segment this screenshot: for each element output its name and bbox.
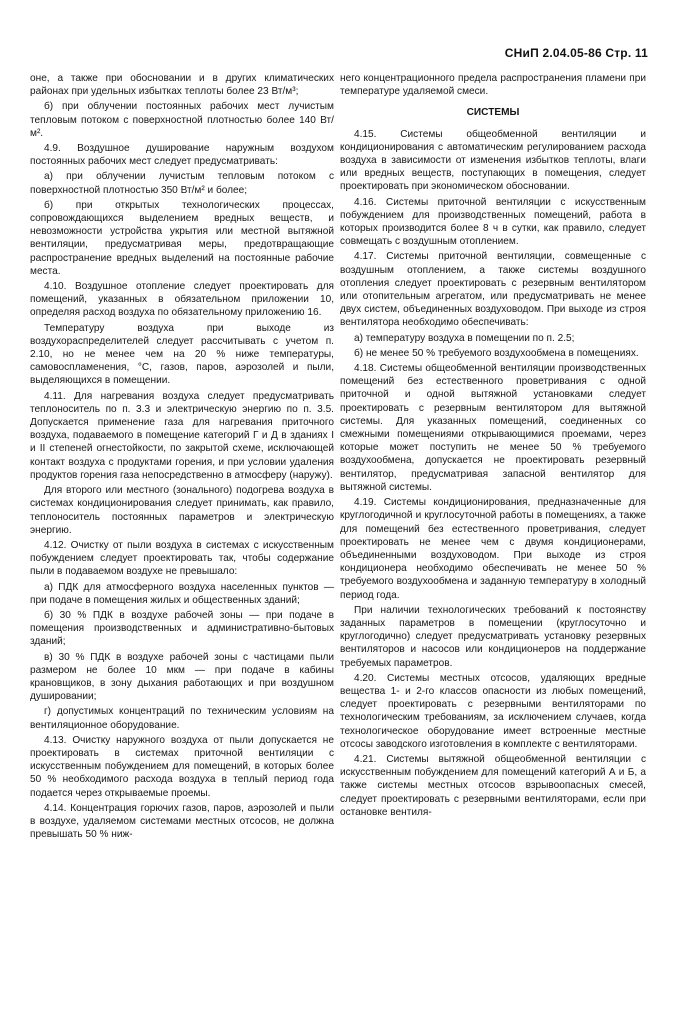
paragraph: б) не менее 50 % требуемого воздухообмена в помещениях. [354,347,639,359]
running-header: СНиП 2.04.05-86 Стр. 11 [504,46,648,60]
section-heading: СИСТЕМЫ [466,107,520,119]
paragraph: 4.11. Для нагревания воздуха следует предусматривать теплоноситель по п. 3.3 и электрическую энергию по п. 3.5. Допускается применение газа для нагревания приточного воздуха, подаваемого в помещение категорий Г и Д в зданиях I и II степеней огнестойкости, по закрытой схеме, исключающей контакт воздуха с продуктами горения, и при условии удаления продуктов горения газа непосредственно в атмосферу (наружу). [30,390,334,481]
paragraph: а) ПДК для атмосферного воздуха населенных пунктов — при подаче в помещения жилых и общественных зданий; [30,581,334,606]
left-column [30,72,334,843]
paragraph: Для второго или местного (зонального) подогрева воздуха в системах кондиционирования следует принимать, как правило, теплоноситель постоянных параметров и электрическую энергию. [30,485,334,536]
paragraph: 4.18. Системы общеобменной вентиляции производственных помещений без естественного проветривания с одной приточной и одной вытяжной установками следует проектировать с резервным вентилятором для вытяжной системы. Для указанных помещений, соединенных со смежными помещениями открывающимися проемами, через которые может поступить не менее 50 % требуемого воздухообмена, допускается не проектировать резервный вентилятор, предусматривая запасной вентилятор для вытяжной системы. [340,363,646,493]
paragraph: 4.12. Очистку от пыли воздуха в системах с искусственным побуждением следует проектировать так, чтобы содержание пыли в подаваемом воздухе не превышало: [30,539,334,578]
right-column [340,72,646,821]
paragraph: 4.17. Системы приточной вентиляции, совмещенные с воздушным отоплением, а также системы воздушного отопления следует проектировать с резервным вентилятором или отопительным агрегатом, или предусматривать не менее двух систем, объединенных воздуховодом. При выходе из строя вентилятора необходимо обеспечивать: [340,251,646,329]
paragraph: 4.16. Системы приточной вентиляции с искусственным побуждением для производственных помещений, работа в которых производится более 8 ч в сутки, как правило, следует совмещать с воздушным отоплением. [340,196,646,248]
paragraph: 4.13. Очистку наружного воздуха от пыли допускается не проектировать в системах приточной вентиляции с искусственным побуждением для помещений, в которых более 50 % необходимого расхода воздуха в теплый период года подается через открываемые проемы. [30,734,334,799]
paragraph: б) при открытых технологических процессах, сопровождающихся выделением вредных веществ, и невозможности устройства укрытия или местной вытяжной вентиляции, предусматривая меры, предотвращающие распространение вредных выделений на постоянные рабочие места. [30,199,334,277]
paragraph: 4.10. Воздушное отопление следует проектировать для помещений, указанных в обязательном приложении 10, определяя расход воздуха по обязательному приложению 16. [30,281,334,319]
paragraph: б) 30 % ПДК в воздухе рабочей зоны — при подаче в помещения производственных и административно-бытовых зданий; [30,609,334,648]
paragraph: 4.20. Системы местных отсосов, удаляющих вредные вещества 1- и 2-го классов опасности из любых помещений, следует проектировать с резервными вентиляторами по технологическим требованиям, за исключением случаев, когда технологическое оборудование имеет встроенные местные отсосы заводского изготовления в комплекте с вентиляторами. [340,672,646,750]
paragraph: б) при облучении постоянных рабочих мест лучистым тепловым потоком с поверхностной плотностью более 140 Вт/м². [30,101,334,139]
paragraph: а) при облучении лучистым тепловым потоком с поверхностной плотностью 350 Вт/м² и более; [30,171,334,196]
paragraph: При наличии технологических требований к постоянству заданных параметров в помещении (круглосуточно и круглогодично) следует предусматривать установку резервных вентиляторов и насосов или кондиционеров на поддержание требуемых параметров. [340,604,646,669]
paragraph: 4.15. Системы общеобменной вентиляции и кондиционирования с автоматическим регулированием расхода воздуха в зависимости от изменения избытков теплоты, влаги или вредных веществ, поступающих в помещения, следует проектировать при экономическом обосновании. [340,128,646,193]
paragraph: 4.14. Концентрация горючих газов, паров, аэрозолей и пыли в воздухе, удаляемом системами местных отсосов, не должна превышать 50 % ниж- [30,802,334,841]
paragraph: 4.21. Системы вытяжной общеобменной вентиляции с искусственным побуждением для помещений категорий А и Б, а также системы местных отсосов взрывоопасных смесей, следует проектировать с резервными вентиляторами, если при остановке вентиля- [340,753,646,818]
paragraph: а) температуру воздуха в помещении по п. 2.5; [354,332,575,344]
paragraph: 4.9. Воздушное душирование наружным воздухом постоянных рабочих мест следует предусматривать: [30,143,334,168]
paragraph: Температуру воздуха при выходе из воздухораспределителей следует рассчитывать с учетом п. 2.10, но не менее чем на 20 % ниже температуры, самовоспламенения, °С, газов, паров, аэрозолей и пыли, выделяющихся в помещении. [30,322,334,387]
paragraph: него концентрационного предела распространения пламени при температуре удаляемой смеси. [340,73,646,98]
paragraph: г) допустимых концентраций по техническим условиям на вентиляционное оборудование. [30,706,334,731]
paragraph: оне, а также при обосновании и в других климатических районах при удельных избытках теплоты более 23 Вт/м³; [30,73,334,98]
paragraph: в) 30 % ПДК в воздухе рабочей зоны с частицами пыли размером не более 10 мкм — при подаче в кабины крановщиков, в зону дыхания работающих и при воздушном душировании; [30,651,334,703]
paragraph: 4.19. Системы кондиционирования, предназначенные для круглогодичной и круглосуточной работы в помещениях, а также для помещений без естественного проветривания, следует проектировать не менее чем с двумя кондиционерами, объединенными воздуховодом. При выходе из строя кондиционера необходимо обеспечивать не менее 50 % требуемого воздухообмена и заданную температуру в холодный период года. [340,497,646,601]
